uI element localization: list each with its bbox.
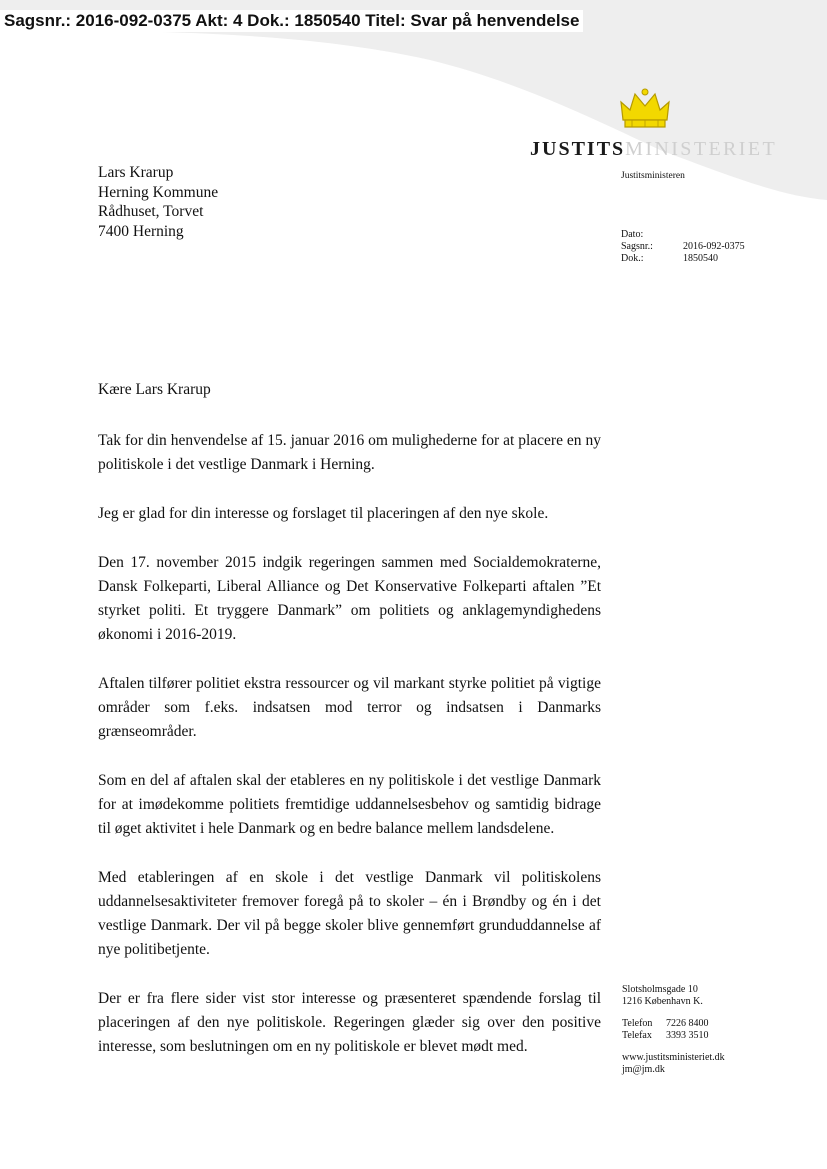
- recipient-street: Rådhuset, Torvet: [98, 203, 204, 220]
- meta-value: 1850540: [683, 253, 718, 264]
- fax-value: 3393 3510: [666, 1030, 709, 1041]
- footer-email-link[interactable]: jm@jm.dk: [622, 1064, 665, 1075]
- phone-value: 7226 8400: [666, 1018, 709, 1029]
- meta-value: 2016-092-0375: [683, 241, 745, 252]
- ministry-logo: [530, 138, 777, 161]
- recipient-name: Lars Krarup: [98, 164, 174, 181]
- crown-icon: [619, 88, 671, 132]
- meta-doc: [621, 253, 745, 265]
- salutation: Kære Lars Krarup: [98, 381, 211, 398]
- footer-fax: [622, 1030, 725, 1042]
- paragraph: Jeg er glad for din interesse og forslaget til placeringen af den nye skole.: [98, 505, 549, 522]
- paragraph: Tak for din henvendelse af 15. januar 2016 om mulighederne for at placere en ny politiskole i det vestlige Danmark i Herning.: [98, 432, 601, 473]
- logo-light: MINISTERIET: [625, 138, 778, 160]
- paragraph: Som en del af aftalen skal der etableres en ny politiskole i det vestlige Danmark for at imødekomme politiets fremtidige uddannelsesbehov og samtidig bidrage til øget aktivitet i hele Danmark og en bedre balance mellem landsdelene.: [98, 772, 601, 837]
- paragraph: Aftalen tilfører politiet ekstra ressourcer og vil markant styrke politiet på vigtige områder som f.eks. indsatsen mod terror og indsatsen i Danmarks grænseområder.: [98, 675, 601, 740]
- document-meta: [621, 229, 745, 265]
- footer-phone: [622, 1018, 725, 1030]
- footer-postal: 1216 København K.: [622, 996, 703, 1007]
- footer-street: Slotsholmsgade 10: [622, 984, 698, 995]
- case-header: Sagsnr.: 2016-092-0375 Akt: 4 Dok.: 1850540 Titel: Svar på henvendelse: [0, 10, 583, 32]
- paragraph: Den 17. november 2015 indgik regeringen sammen med Socialdemokraterne, Dansk Folkeparti, Liberal Alliance og Det Konservative Folkeparti aftalen ”Et styrket politi. Et tryggere Danmark” om politiets og anklagemyndighedens økonomi i 2016-2019.: [98, 554, 601, 643]
- ministry-contact: [622, 984, 725, 1076]
- logo-subtitle: Justitsministeren: [621, 171, 685, 181]
- meta-label: Sagsnr.:: [621, 241, 653, 252]
- footer-web-link[interactable]: www.justitsministeriet.dk: [622, 1052, 725, 1063]
- meta-date: [621, 229, 745, 241]
- paragraph: Der er fra flere sider vist stor interesse og præsenteret spændende forslag til placeringen af den nye politiskole. Regeringen glæder sig over den positive interesse, som beslutningen om en ny politiskole er blevet mødt med.: [98, 990, 601, 1055]
- letter-body: [98, 429, 601, 1084]
- logo-bold: JUSTITS: [530, 138, 626, 160]
- meta-case: [621, 241, 745, 253]
- recipient-org: Herning Kommune: [98, 183, 219, 201]
- recipient-address: [98, 163, 218, 241]
- recipient-city: 7400 Herning: [98, 222, 184, 240]
- phone-label: Telefon: [622, 1018, 653, 1029]
- meta-label: Dok.:: [621, 253, 644, 264]
- paragraph: Med etableringen af en skole i det vestlige Danmark vil politiskolens uddannelsesaktiviteter fremover foregå på to skoler – én i Brøndby og én i det vestlige Danmark. Der vil på begge skoler blive gennemført grunduddannelse af nye politibetjente.: [98, 869, 601, 958]
- meta-label: Dato:: [621, 229, 644, 240]
- fax-label: Telefax: [622, 1030, 652, 1041]
